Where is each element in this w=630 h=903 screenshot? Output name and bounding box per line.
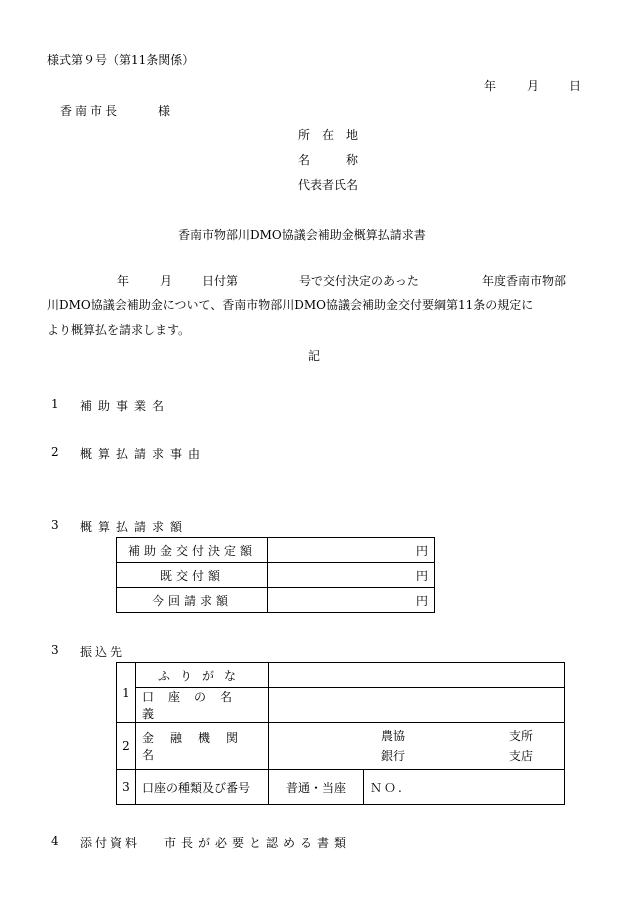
bank-row-2-number: 2 (117, 723, 136, 770)
bank-row-3-number: 3 (117, 770, 136, 805)
applicant-rep-label: 代表者氏名 (298, 178, 359, 192)
ginko-text: 銀行 (381, 749, 406, 763)
amount-label-current: 今回請求額 (117, 588, 268, 613)
amount-label-decided: 補助金交付決定額 (117, 538, 268, 563)
table-row (117, 770, 565, 805)
body-line-3: より概算払を請求します。 (47, 323, 191, 337)
body-month: 月 (160, 274, 173, 288)
bank-table (116, 662, 565, 805)
applicant-name-label: 名 称 (298, 153, 359, 167)
table-row (117, 538, 435, 563)
section-3-label: 概算払請求額 (80, 520, 189, 534)
section-4-label: 振込先 (80, 645, 126, 659)
section-2-label: 概算払請求事由 (80, 447, 207, 461)
table-row (117, 723, 565, 770)
body-line-2: 川DMO協議会補助金について、香南市物部川DMO協議会補助金交付要綱第11条の規定に (47, 298, 534, 312)
amount-value-decided[interactable]: 円 (268, 538, 435, 563)
addressee-name: 香南市長 (60, 104, 121, 118)
amount-value-current[interactable]: 円 (268, 588, 435, 613)
amount-table (116, 537, 435, 613)
addressee-honorific: 様 (158, 104, 171, 118)
bank-row-1-number: 1 (117, 663, 136, 723)
body-date-no: 日付第 (202, 274, 239, 288)
bank-name-label: 金融機関名 (136, 723, 269, 770)
bank-name-field[interactable] (269, 723, 565, 770)
body-fy: 年度香南市物部 (482, 274, 567, 288)
body-year: 年 (117, 274, 130, 288)
furigana-label: ふりがな (136, 663, 269, 688)
table-row (117, 688, 565, 723)
amount-label-paid: 既交付額 (117, 563, 268, 588)
form-id: 様式第９号（第11条関係） (47, 53, 195, 67)
shiten-text: 支店 (509, 749, 534, 763)
amount-value-paid[interactable]: 円 (268, 563, 435, 588)
section-5-label: 添付資料 (80, 836, 141, 850)
body-decided: 号で交付決定のあった (299, 274, 419, 288)
section-4-number: 3 (51, 643, 59, 657)
table-row (117, 663, 565, 688)
section-3-number: 3 (51, 518, 59, 532)
account-holder-label: 口座の名義 (136, 688, 269, 723)
section-2-number: 2 (51, 445, 59, 459)
account-number-field[interactable]: ＮＯ. (364, 770, 565, 805)
date-month: 月 (527, 79, 540, 93)
date-day: 日 (569, 79, 582, 93)
account-holder-field[interactable] (269, 688, 565, 723)
applicant-address-label: 所 在 地 (298, 128, 359, 142)
section-5-number: 4 (51, 834, 59, 848)
ki-mark: 記 (308, 349, 321, 363)
table-row (117, 563, 435, 588)
document-title: 香南市物部川DMO協議会補助金概算払請求書 (178, 228, 426, 242)
shisho-text: 支所 (509, 729, 534, 743)
section-1-label: 補助事業名 (80, 399, 171, 413)
section-1-number: 1 (51, 397, 59, 411)
date-year: 年 (484, 79, 497, 93)
account-type-number-label: 口座の種類及び番号 (136, 770, 269, 805)
table-row (117, 588, 435, 613)
nokyo-text: 農協 (381, 729, 406, 743)
furigana-field[interactable] (269, 663, 565, 688)
section-5-value: 市長が必要と認める書類 (164, 836, 352, 850)
account-type-field[interactable]: 普通・当座 (269, 770, 364, 805)
